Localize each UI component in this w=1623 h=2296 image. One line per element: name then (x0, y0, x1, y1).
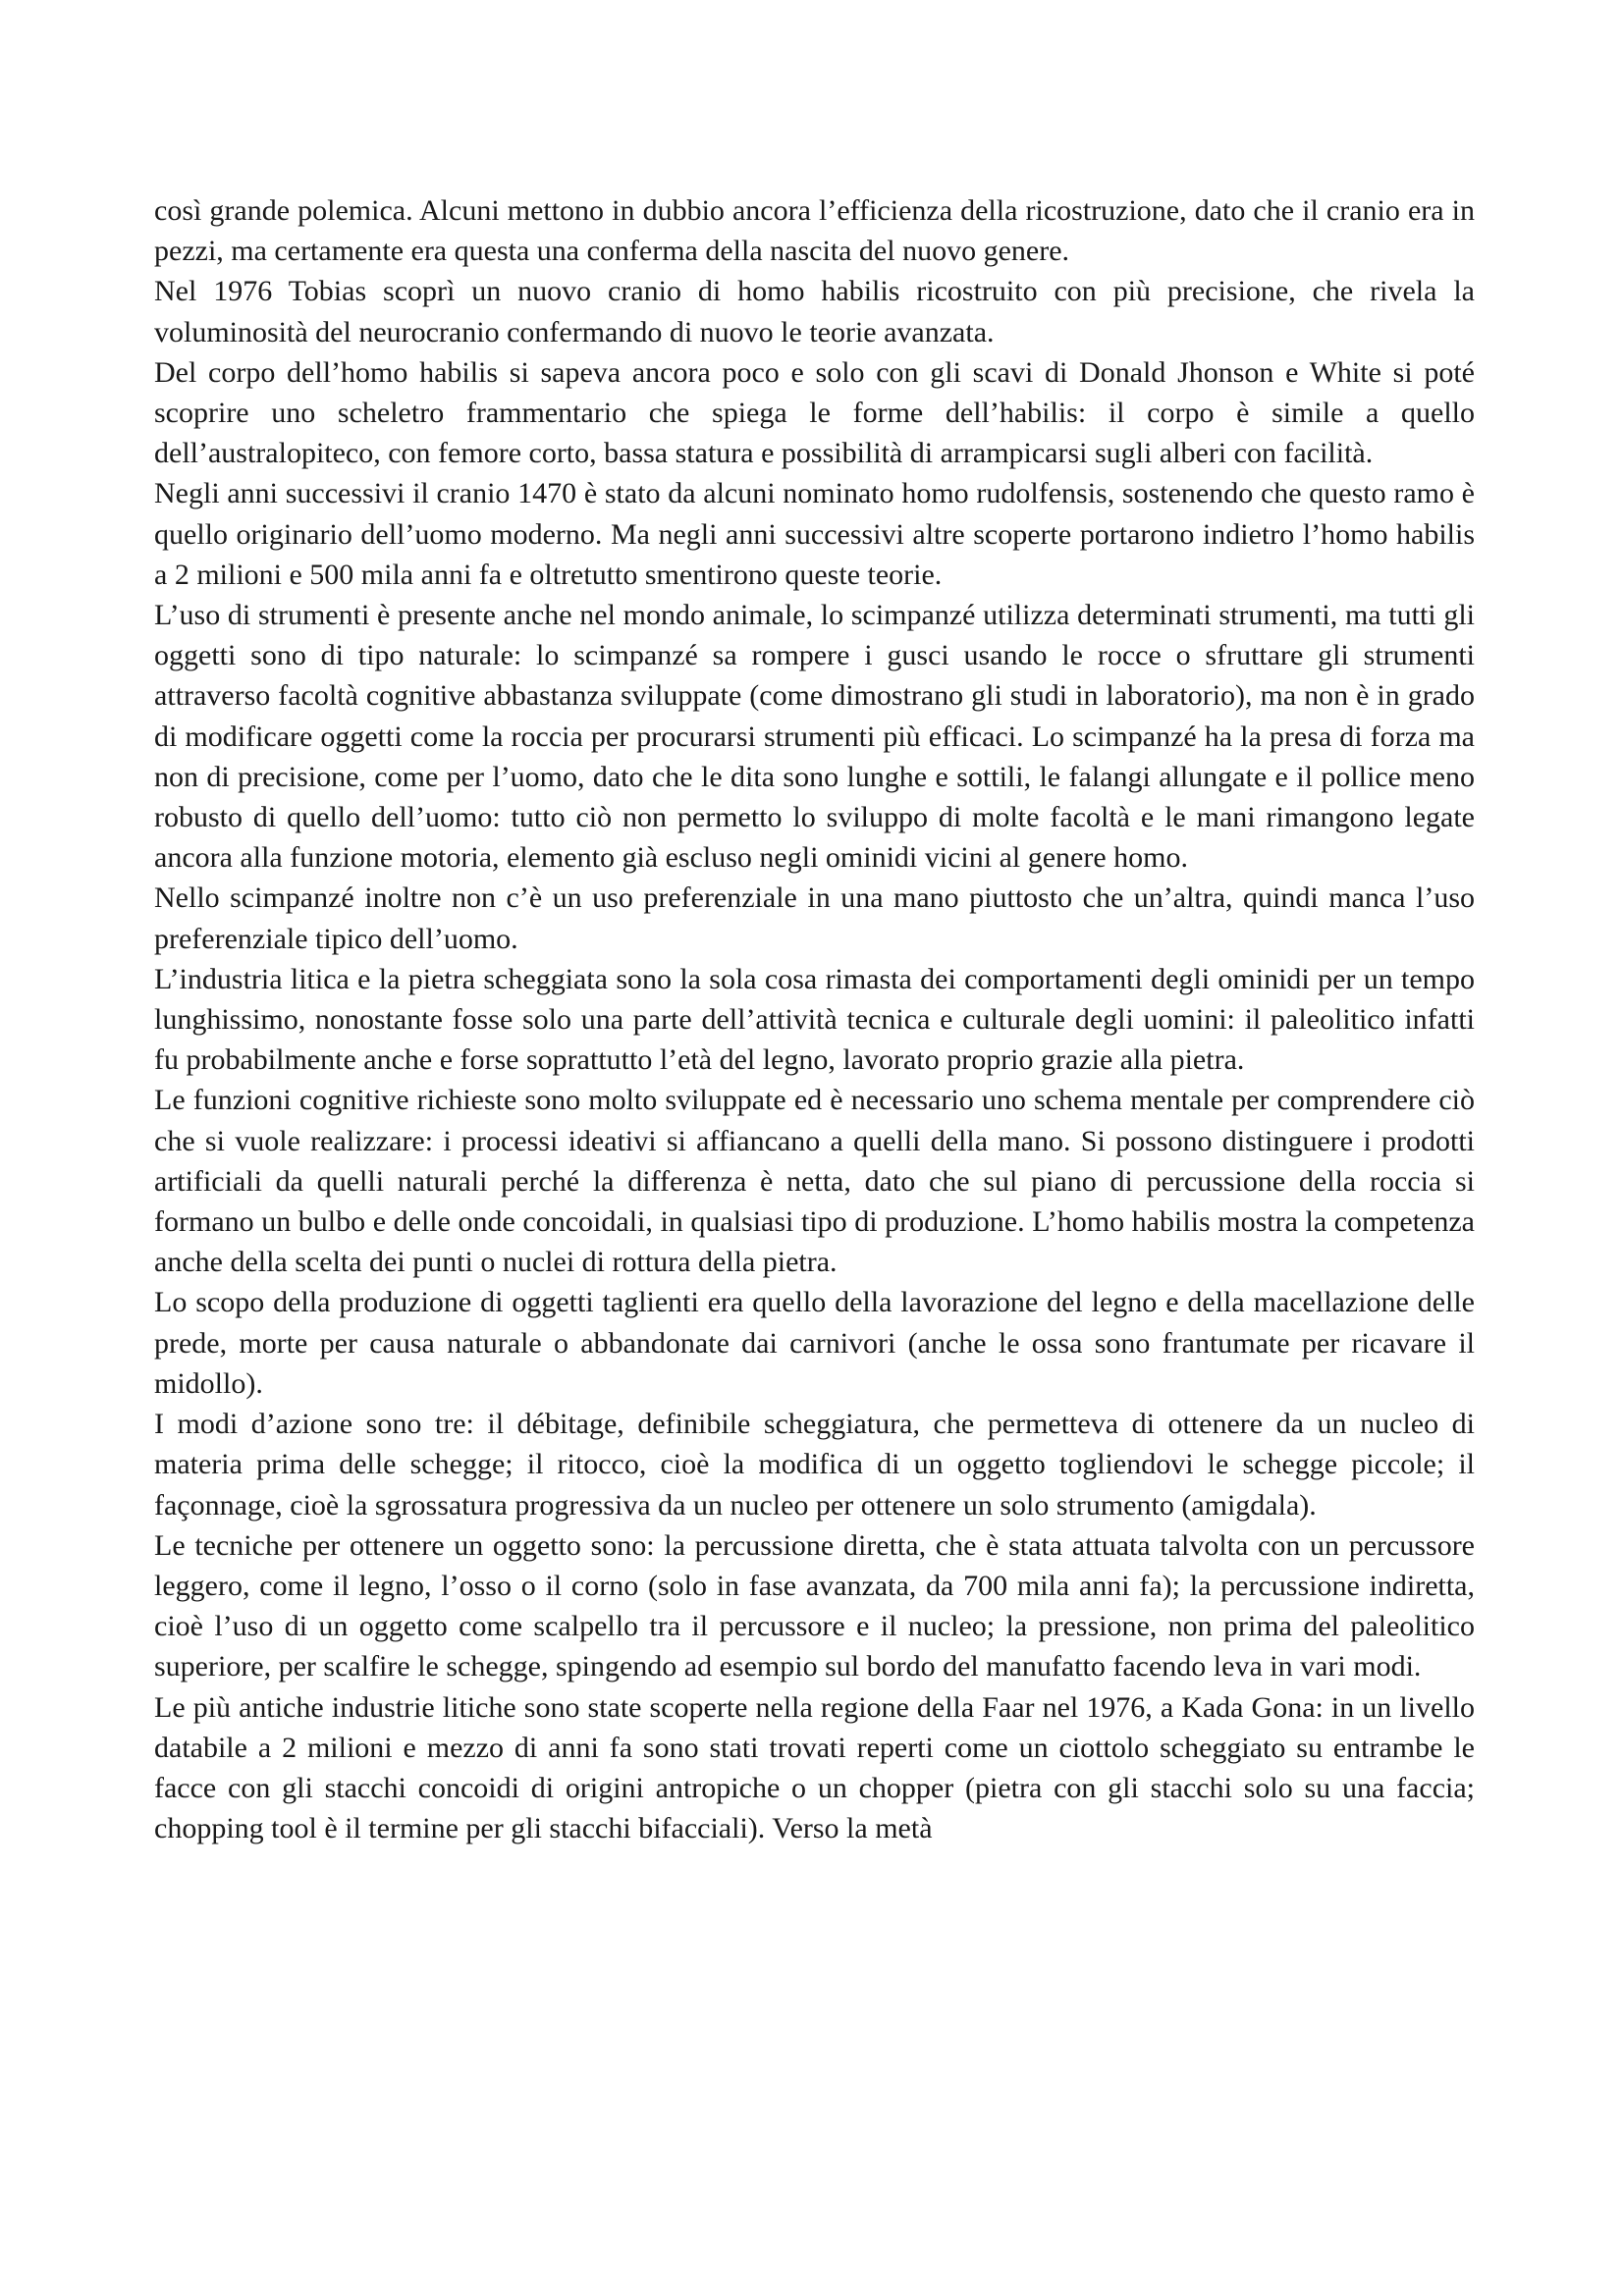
paragraph-6: Nello scimpanzé inoltre non c’è un uso preferenziale in una mano piuttosto che un’altra, quindi manca l’uso preferenziale tipico dell’uomo. (154, 881, 1475, 955)
paragraph-5: L’uso di strumenti è presente anche nel mondo animale, lo scimpanzé utilizza determinati strumenti, ma tutti gli oggetti sono di tipo naturale: lo scimpanzé sa rompere i gusci usando le rocce o sfruttare gli strumenti attraverso facoltà cognitive abbastanza sviluppate (come dimostrano gli studi in laboratorio), ma non è in grado di modificare oggetti come la roccia per procurarsi strumenti più efficaci. Lo scimpanzé ha la presa di forza ma non di precisione, come per l’uomo, dato che le dita sono lunghe e sottili, le falangi allungate e il pollice meno robusto di quello dell’uomo: tutto ciò non permetto lo sviluppo di molte facoltà e le mani rimangono legate ancora alla funzione motoria, elemento già escluso negli ominidi vicini al genere homo. (154, 599, 1475, 875)
paragraph-10: I modi d’azione sono tre: il débitage, definibile scheggiatura, che permetteva di ottenere da un nucleo di materia prima delle schegge; il ritocco, cioè la modifica di un oggetto togliendovi le schegge piccole; il façonnage, cioè la sgrossatura progressiva da un nucleo per ottenere un solo strumento (amigdala). (154, 1408, 1475, 1522)
paragraph-12: Le più antiche industrie litiche sono state scoperte nella regione della Faar nel 1976, a Kada Gona: in un livello databile a 2 milioni e mezzo di anni fa sono stati trovati reperti come un ciottolo scheggiato su entrambe le facce con gli stacchi concoidi di origini antropiche o un chopper (pietra con gli stacchi solo su una faccia; chopping tool è il termine per gli stacchi bifacciali). Verso la metà (154, 1690, 1475, 1845)
paragraph-9: Lo scopo della produzione di oggetti taglienti era quello della lavorazione del legno e della macellazione delle prede, morte per causa naturale o abbandonate dai carnivori (anche le ossa sono frantumate per ricavare il midollo). (154, 1286, 1475, 1400)
paragraph-11: Le tecniche per ottenere un oggetto sono: la percussione diretta, che è stata attuata talvolta con un percussore leggero, come il legno, l’osso o il corno (solo in fase avanzata, da 700 mila anni fa); la percussione indiretta, cioè l’uso di un oggetto come scalpello tra il percussore e il nucleo; la pressione, non prima del paleolitico superiore, per scalfire le schegge, spingendo ad esempio sul bordo del manufatto facendo leva in vari modi. (154, 1528, 1475, 1683)
paragraph-7: L’industria litica e la pietra scheggiata sono la sola cosa rimasta dei comportamenti degli ominidi per un tempo lunghissimo, nonostante fosse solo una parte dell’attività tecnica e culturale degli uomini: il paleolitico infatti fu probabilmente anche e forse soprattutto l’età del legno, lavorato proprio grazie alla pietra. (154, 962, 1475, 1077)
paragraph-2: Nel 1976 Tobias scoprì un nuovo cranio di homo habilis ricostruito con più precisione, che rivela la voluminosità del neurocranio confermando di nuovo le teorie avanzata. (154, 275, 1475, 348)
paragraph-8: Le funzioni cognitive richieste sono molto sviluppate ed è necessario uno schema mentale per comprendere ciò che si vuole realizzare: i processi ideativi si affiancano a quelli della mano. Si possono distinguere i prodotti artificiali da quelli naturali perché la differenza è netta, dato che sul piano di percussione della roccia si formano un bulbo e delle onde concoidali, in qualsiasi tipo di produzione. L’homo habilis mostra la competenza anche della scelta dei punti o nuclei di rottura della pietra. (154, 1084, 1475, 1279)
paragraph-1: così grande polemica. Alcuni mettono in dubbio ancora l’efficienza della ricostruzione, dato che il cranio era in pezzi, ma certamente era questa una conferma della nascita del nuovo genere. (154, 194, 1475, 268)
paragraph-4: Negli anni successivi il cranio 1470 è stato da alcuni nominato homo rudolfensis, sostenendo che questo ramo è quello originario dell’uomo moderno. Ma negli anni successivi altre scoperte portarono indietro l’homo habilis a 2 milioni e 500 mila anni fa e oltretutto smentirono queste teorie. (154, 477, 1475, 591)
document-page (154, 190, 1475, 1848)
paragraph-3: Del corpo dell’homo habilis si sapeva ancora poco e solo con gli scavi di Donald Jhonson e White si poté scoprire uno scheletro frammentario che spiega le forme dell’habilis: il corpo è simile a quello dell’australopiteco, con femore corto, bassa statura e possibilità di arrampicarsi sugli alberi con facilità. (154, 355, 1475, 470)
